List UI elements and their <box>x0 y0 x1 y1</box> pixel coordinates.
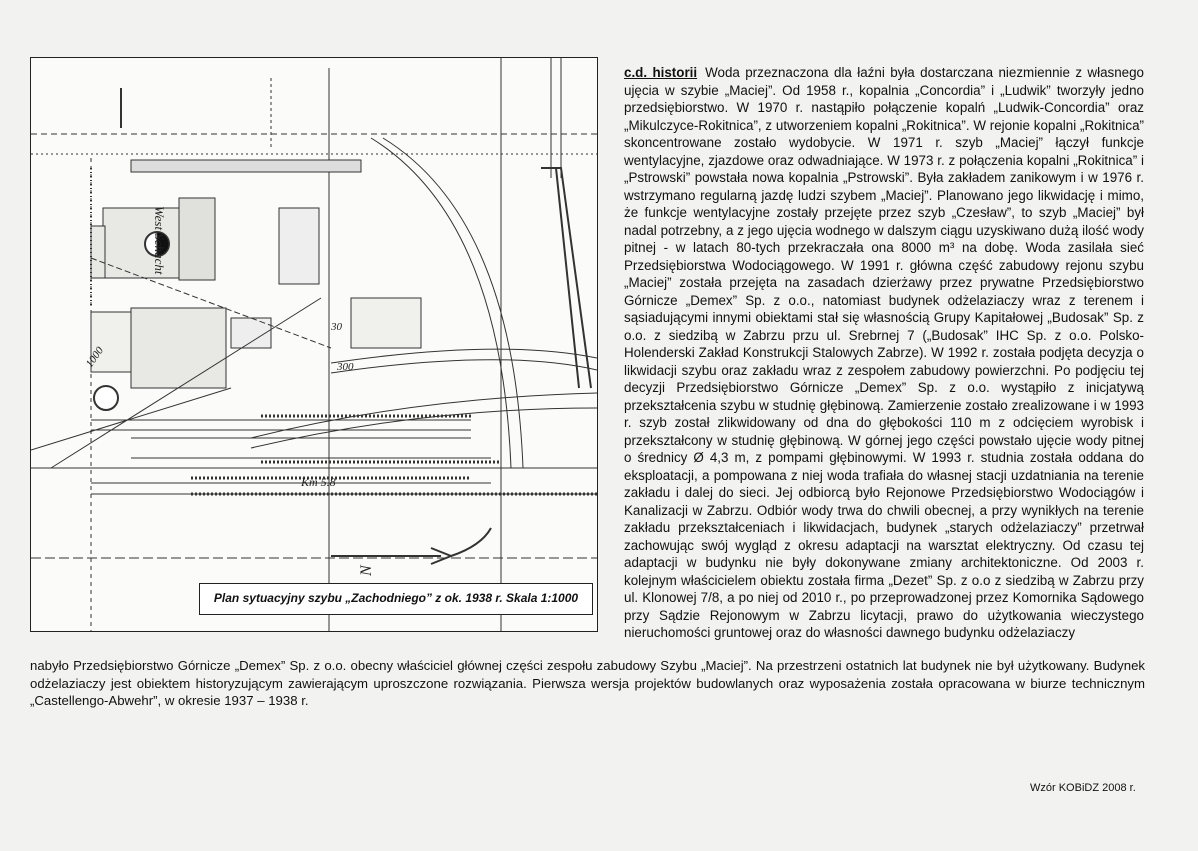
footer-template-note: Wzór KOBiDZ 2008 r. <box>1030 782 1136 794</box>
map-label-dist3: 1000 <box>83 344 107 370</box>
history-text-column <box>624 64 1144 642</box>
map-label-dist2: 300 <box>337 361 354 373</box>
map-label-shaft: West Schacht <box>152 206 167 275</box>
map-label-north: N <box>358 565 375 576</box>
site-plan-drawing <box>31 58 597 631</box>
history-heading: c.d. historii <box>624 65 698 80</box>
map-caption: Plan sytuacyjny szybu „Zachodniego” z ok. 1938 r. Skala 1:1000 <box>199 583 593 615</box>
site-plan-map <box>30 57 598 632</box>
map-label-dist1: 30 <box>331 321 342 333</box>
history-body: Woda przeznaczona dla łaźni była dostarczana niezmiennie z własnego ujęcia w szybie „Maciej”. Od 1958 r., kopalnia „Concordia” i „Ludwik” tworzyły jedno przedsiębiorstwo. W 1970 r. nastąpiło połączenie kopalń „Ludwik-Concordia” oraz „Mikulczyce-Rokitnica”, z utworzeniem kopalni „Rokitnica”. W rejonie kopalni „Rokitnica” skoncentrowane zostało wydobycie. W 1971 r. szyb „Maciej” łączył funkcje wentylacyjne, zjazdowe oraz odwadniające. W 1973 r. z połączenia kopalni „Rokitnica” i „Pstrowski” powstała nowa kopalnia „Pstrowski”. Była zakładem zanikowym i w 1976 r. wstrzymano regularną jazdę ludzi szybem „Maciej”. Planowano jego likwidację i mimo, że funkcje wentylacyjne zostały przejęte przez szyb „Czesław”, to szyb „Maciej” był nadal potrzebny, a z jego ujęcia wodnego w dalszym ciągu uzyskiwano dużą ilość wody pitnej - w latach 80-tych przekraczała ona 8000 m³ na dobę. Woda zasilała sieć Przedsiębiorstwa Wodociągowego. W 1991 r. główna część zabudowy rejonu szybu „Maciej” została przejęta na zasadach dzierżawy przez prywatne Przedsiębiorstwo Górnicze „Demex” Sp. z o.o., natomiast budynek odżelaziaczy wraz z terenem i sąsiadującymi innymi obiektami stał się własnością Grupy Kapitałowej „Budosak” Sp. z o.o. z siedzibą w Zabrzu przu ul. Srebrnej 7 („Budosak” IHC Sp. z o.o. Polsko-Holenderski Zakład Konstrukcji Stalowych Zabrze). W 1992 r. została podjęta decyzja o likwidacji szybu oraz zakładu wraz z zespołem zabudowy powierzchni. Po podjęciu tej decyzji Przedsiębiorstwo Górnicze „Demex” Sp. z o.o. wystąpiło z inicjatywą przekształcenia szybu w studnię głębinową. Zamierzenie zostało zrealizowane i w 1993 r. szyb został zlikwidowany od dna do głębokości 110 m z odcięciem wyrobisk i przekształcony w studnię głębinową. W górnej jego części powstało ujęcie wody pitnej o średnicy Ø 4,3 m, z pompami głębinowymi. W 1993 r. studnia została oddana do eksploatacji, a pompowana z niej woda trafiała do własnej stacji uzdatniania na terenie zakładu i dalej do sieci. Jej odbiorcą było Rejonowe Przedsiębiorstwo Wodociągów i Kanalizacji w Zabrzu. Odbiór wody trwa do chwili obecnej, a przy wynikłych na terenie zakładu przekształceniach i likwidacjach, budynek „starych odżelaziaczy” przetrwał zachowując swój wygląd z okresu adaptacji na warsztat elektryczny. Od czasu tej adaptacji w budynku nie były dokonywane zmiany architektoniczne. Od 2003 r. kolejnym właścicielem obiektu została firma „Dezet” Sp. z o.o z siedzibą w Zabrzu przy ul. Klonowej 7/8, a po niej od 2010 r., po przeprowadzonej przez Komornika Sądowego przy Sądzie Rejonowym w Zabrzu licytacji, prawo do użytkowania wieczystego nieruchomości gruntowej oraz do własności dawnego budynku odżelaziaczy <box>624 65 1144 640</box>
history-continuation: nabyło Przedsiębiorstwo Górnicze „Demex” Sp. z o.o. obecny właściciel głównej części zespołu zabudowy Szybu „Maciej”. Na przestrzeni ostatnich lat budynek nie był użytkowany. Budynek odżelaziaczy jest obiektem historyzującym zawierającym uproszczone rozwiązania. Pierwsza wersja projektów budowlanych oraz wyposażenia została opracowana w biurze technicznym „Castellengo-Abwehr”, w okresie 1937 – 1938 r. <box>30 658 1145 709</box>
map-label-km: Km 5.8 <box>301 475 336 489</box>
